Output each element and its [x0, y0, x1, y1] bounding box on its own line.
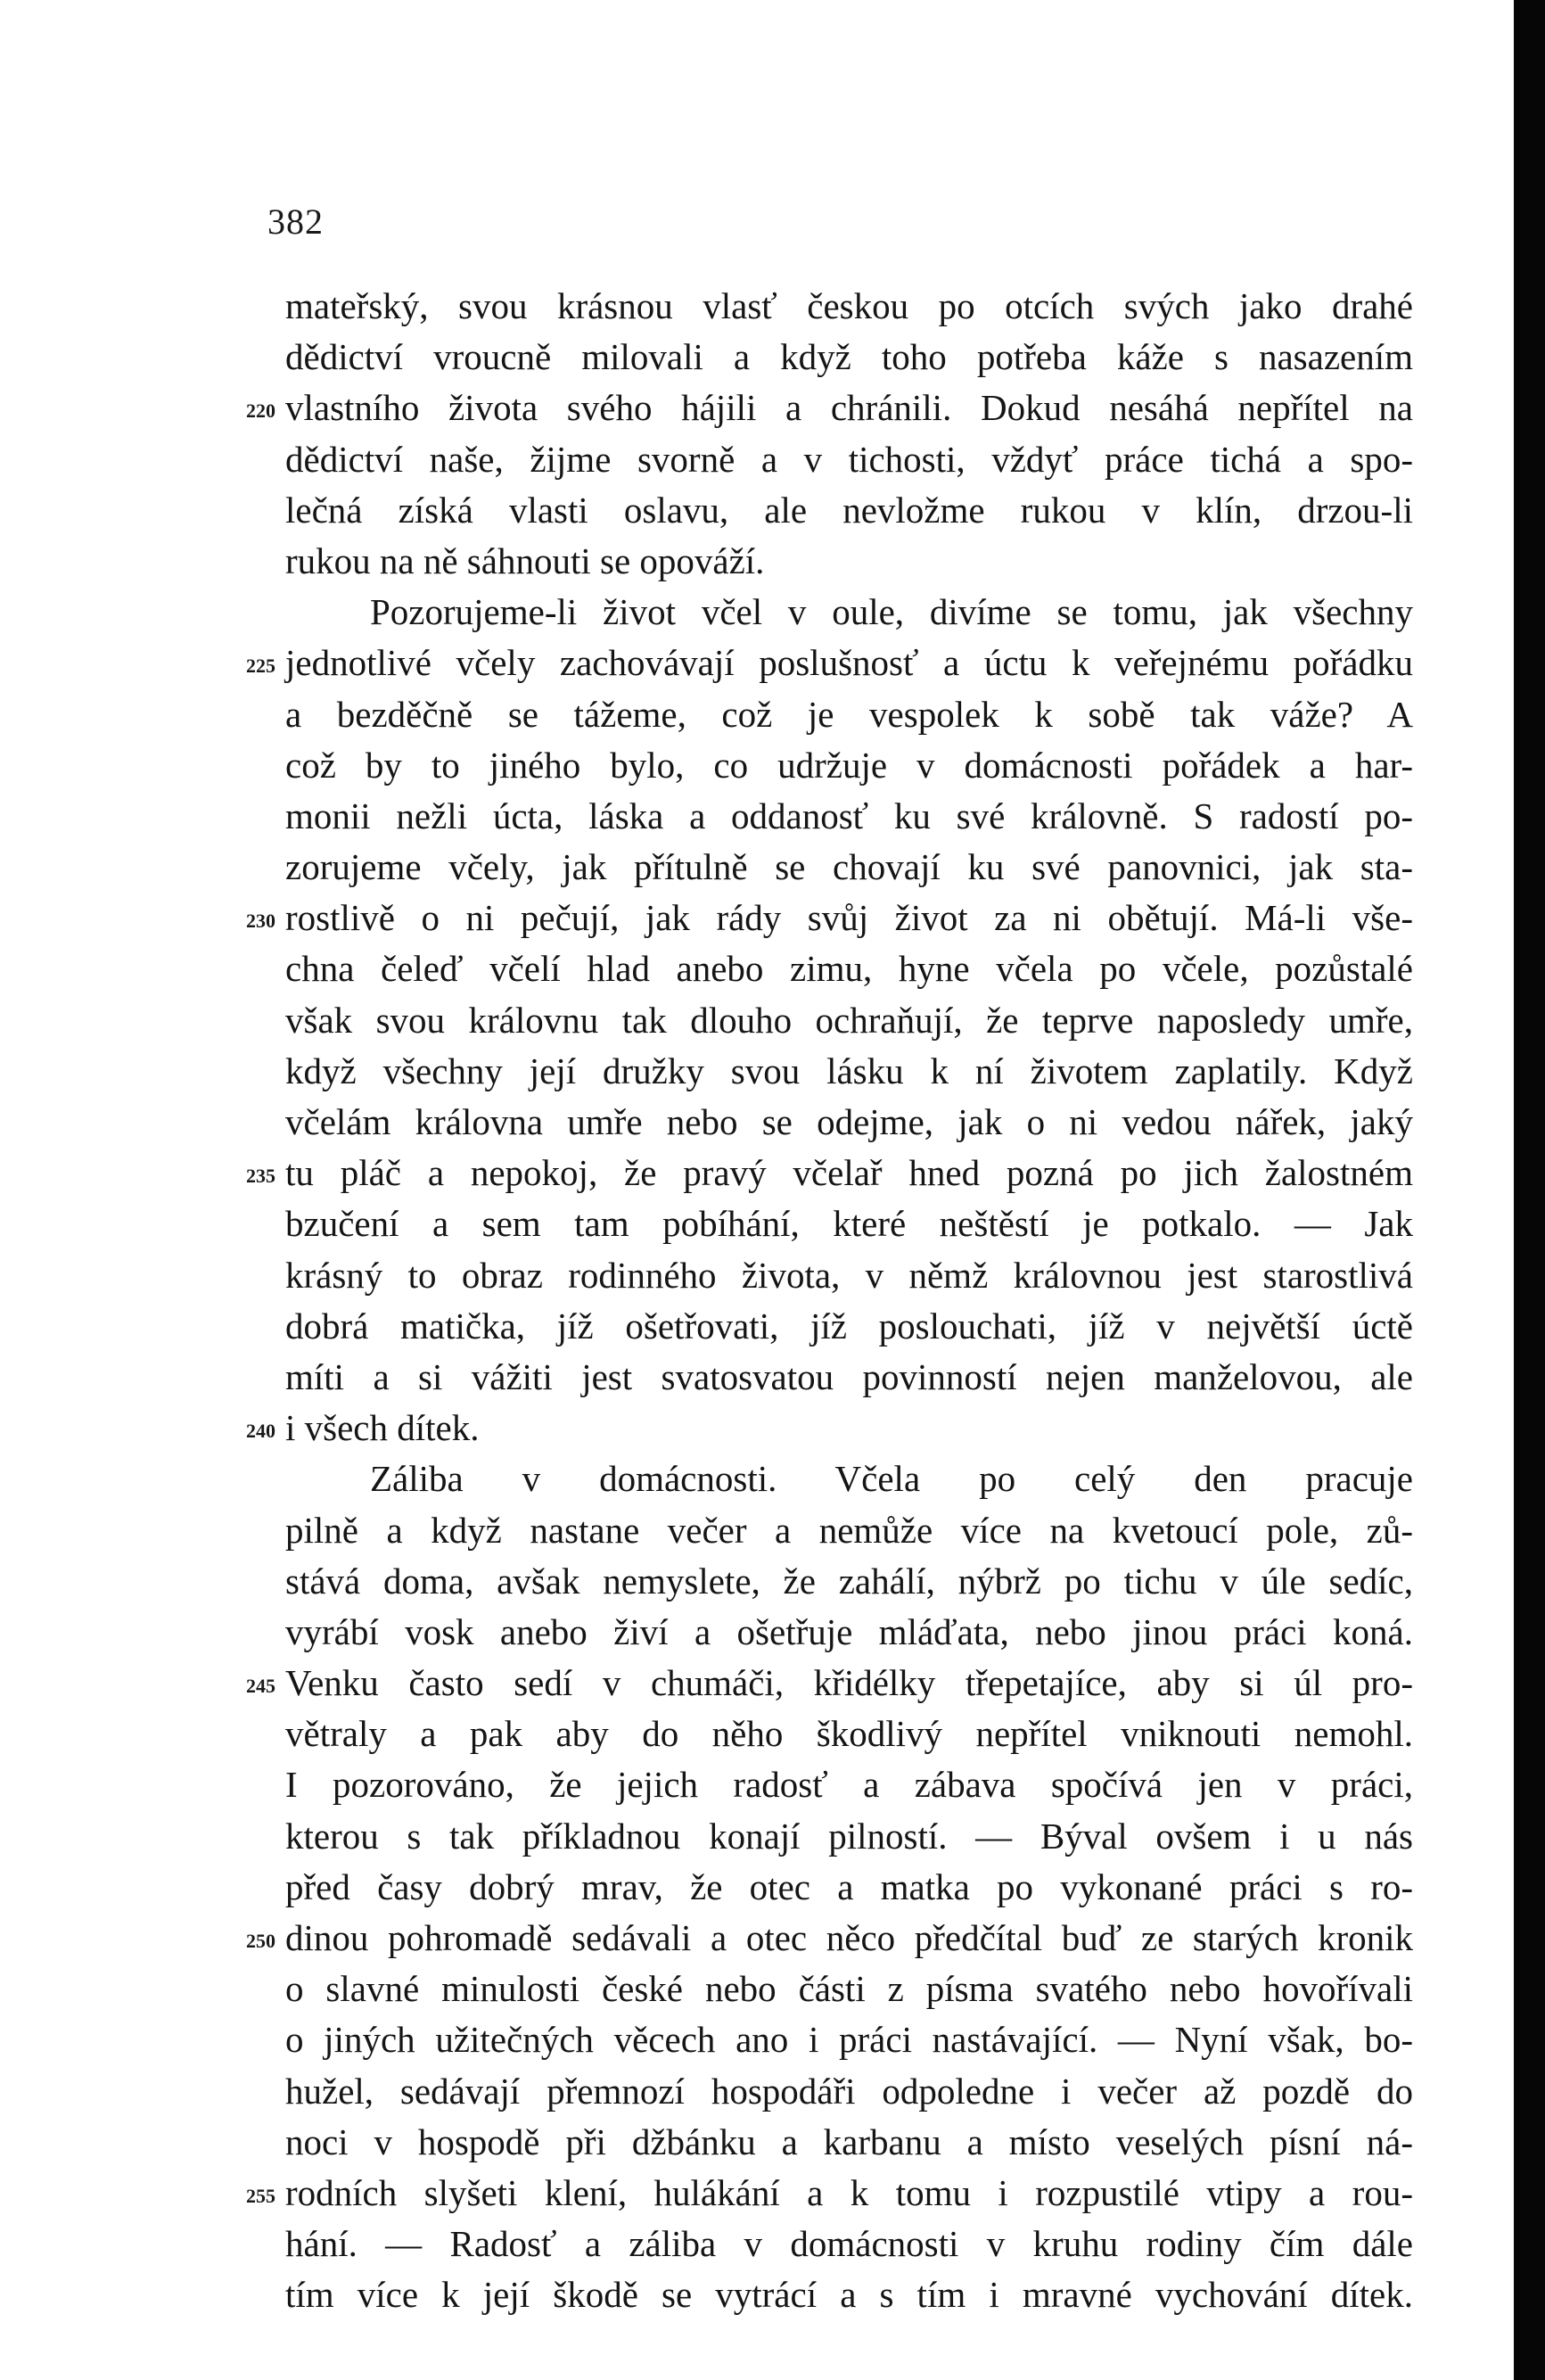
text-line: [285, 1607, 1413, 1658]
text-line: [246, 383, 1413, 433]
text-line: [246, 893, 1413, 943]
line-number: 240: [246, 1420, 275, 1443]
line-text: tu pláč a nepokoj, že pravý včelař hned pozná po jich žalostném: [285, 1152, 1413, 1194]
line-text: rodních slyšeti klení, hulákání a k tomu i rozpustilé vtipy a rou-: [285, 2171, 1413, 2213]
line-text: míti a si vážiti jest svatosvatou povinností nejen manželovou, ale: [285, 1355, 1413, 1397]
line-text: mateřský, svou krásnou vlasť českou po otcích svých jako drahé: [285, 285, 1413, 326]
line-text: však svou královnu tak dlouho ochraňují, že teprve naposledy umře,: [285, 999, 1413, 1041]
text-line: [246, 1403, 1413, 1454]
line-text: jednotlivé včely zachovávají poslušnosť a úctu k veřejnému pořádku: [285, 642, 1413, 684]
text-line: [285, 842, 1413, 893]
text-line: [285, 943, 1413, 994]
line-text: lečná získá vlasti oslavu, ale nevložme rukou v klín, drzou-li: [285, 489, 1413, 531]
line-number: 250: [246, 1930, 275, 1952]
text-line: [246, 2168, 1413, 2219]
line-text: krásný to obraz rodinného života, v němž královnou jest starostlivá: [285, 1254, 1413, 1296]
text-line: [285, 791, 1413, 842]
line-text: dinou pohromadě sedávali a otec něco předčítal buď ze starých kronik: [285, 1917, 1413, 1958]
line-text: hání. — Radosť a záliba v domácnosti v kruhu rodiny čím dále: [285, 2223, 1413, 2265]
text-line: [285, 587, 1413, 638]
text-line: [285, 1454, 1413, 1504]
line-number: 235: [246, 1165, 275, 1188]
text-line: [285, 2269, 1413, 2320]
text-line: [285, 740, 1413, 791]
line-text: bzučení a sem tam pobíhání, které neštěstí je potkalo. — Jak: [285, 1203, 1413, 1245]
line-text: rostlivě o ni pečují, jak rády svůj život za ni obětují. Má-li vše-: [285, 897, 1413, 939]
line-text: vyrábí vosk anebo živí a ošetřuje mláďata, nebo jinou práci koná.: [285, 1610, 1413, 1652]
text-line: [285, 1862, 1413, 1913]
line-text: stává doma, avšak nemyslete, že zahálí, nýbrž po tichu v úle sedíc,: [285, 1560, 1413, 1602]
line-text: kterou s tak příkladnou konají pilností. — Býval ovšem i u nás: [285, 1815, 1413, 1857]
line-text: když všechny její družky svou lásku k ní životem zaplatily. Když: [285, 1050, 1413, 1091]
text-line: [246, 638, 1413, 688]
text-line: [285, 2014, 1413, 2065]
text-line: [246, 1913, 1413, 1964]
text-line: [285, 2117, 1413, 2168]
text-line: [285, 1198, 1413, 1249]
line-text: před časy dobrý mrav, že otec a matka po vykonané práci s ro-: [285, 1865, 1413, 1907]
line-number: 230: [246, 910, 275, 933]
line-text: Záliba v domácnosti. Včela po celý den pracuje: [370, 1458, 1413, 1500]
text-line: [285, 1505, 1413, 1556]
line-text: o slavné minulosti české nebo části z písma svatého nebo hovořívali: [285, 1968, 1413, 2010]
line-text: I pozorováno, že jejich radosť a zábava spočívá jen v práci,: [285, 1764, 1413, 1806]
text-line: [285, 995, 1413, 1046]
text-line: [285, 2066, 1413, 2117]
text-line: [285, 281, 1413, 332]
line-text: chna čeleď včelí hlad anebo zimu, hyne včela po včele, pozůstalé: [285, 948, 1413, 990]
line-text: o jiných užitečných věcech ano i práci nastávající. — Nyní však, bo-: [285, 2019, 1413, 2061]
text-line: [285, 1250, 1413, 1301]
line-number: 255: [246, 2184, 275, 2207]
line-text: hužel, sedávají přemnozí hospodáři odpoledne i večer až pozdě do: [285, 2070, 1413, 2112]
line-text: a bezděčně se tážeme, což je vespolek k sobě tak váže? A: [285, 693, 1413, 735]
text-line: [285, 1352, 1413, 1403]
line-text: což by to jiného bylo, co udržuje v domácnosti pořádek a har-: [285, 744, 1413, 786]
text-line: [285, 1964, 1413, 2014]
line-text: vlastního života svého hájili a chránili. Dokud nesáhá nepřítel na: [285, 387, 1413, 429]
text-line: [285, 1759, 1413, 1810]
text-line: [285, 434, 1413, 485]
line-number: 245: [246, 1675, 275, 1698]
line-text: dědictví vroucně milovali a když toho potřeba káže s nasazením: [285, 336, 1413, 378]
body-text: [246, 281, 1413, 2321]
line-text: i všech dítek.: [285, 1407, 480, 1449]
text-line: [285, 1097, 1413, 1148]
line-text: Venku často sedí v chumáči, křidélky třepetajíce, aby si úl pro-: [285, 1662, 1413, 1704]
text-line: [246, 1658, 1413, 1709]
line-number: 220: [246, 399, 275, 423]
text-line: [285, 485, 1413, 536]
line-text: dobrá matička, jíž ošetřovati, jíž poslouchati, jíž v největší úctě: [285, 1305, 1413, 1346]
text-line: [285, 1046, 1413, 1097]
text-line: [285, 1556, 1413, 1607]
text-line: [285, 1811, 1413, 1862]
text-line: [285, 1709, 1413, 1759]
text-line: [285, 2219, 1413, 2269]
line-text: zorujeme včely, jak přítulně se chovají ku své panovnici, jak sta-: [285, 846, 1413, 888]
line-text: rukou na ně sáhnouti se opováží.: [285, 539, 765, 581]
page-edge-shadow: [1514, 0, 1545, 2380]
line-text: včelám královna umře nebo se odejme, jak o ni vedou nářek, jaký: [285, 1101, 1413, 1142]
text-line: [285, 536, 1413, 587]
line-text: větraly a pak aby do něho škodlivý nepřítel vniknouti nemohl.: [285, 1713, 1413, 1755]
line-text: monii nežli úcta, láska a oddanosť ku své královně. S radostí po-: [285, 795, 1413, 836]
page-number: 382: [267, 202, 324, 242]
line-number: 225: [246, 655, 275, 678]
line-text: noci v hospodě při džbánku a karbanu a místo veselých písní ná-: [285, 2121, 1413, 2162]
line-text: Pozorujeme-li život včel v oule, divíme se tomu, jak všechny: [370, 591, 1413, 633]
text-line: [246, 1148, 1413, 1198]
text-line: [285, 1301, 1413, 1352]
text-line: [285, 332, 1413, 383]
text-line: [285, 689, 1413, 740]
line-text: pilně a když nastane večer a nemůže více na kvetoucí pole, zů-: [285, 1509, 1413, 1551]
line-text: dědictví naše, žijme svorně a v tichosti, vždyť práce tichá a spo-: [285, 438, 1413, 480]
line-text: tím více k její škodě se vytrácí a s tím i mravné vychování dítek.: [285, 2274, 1413, 2316]
